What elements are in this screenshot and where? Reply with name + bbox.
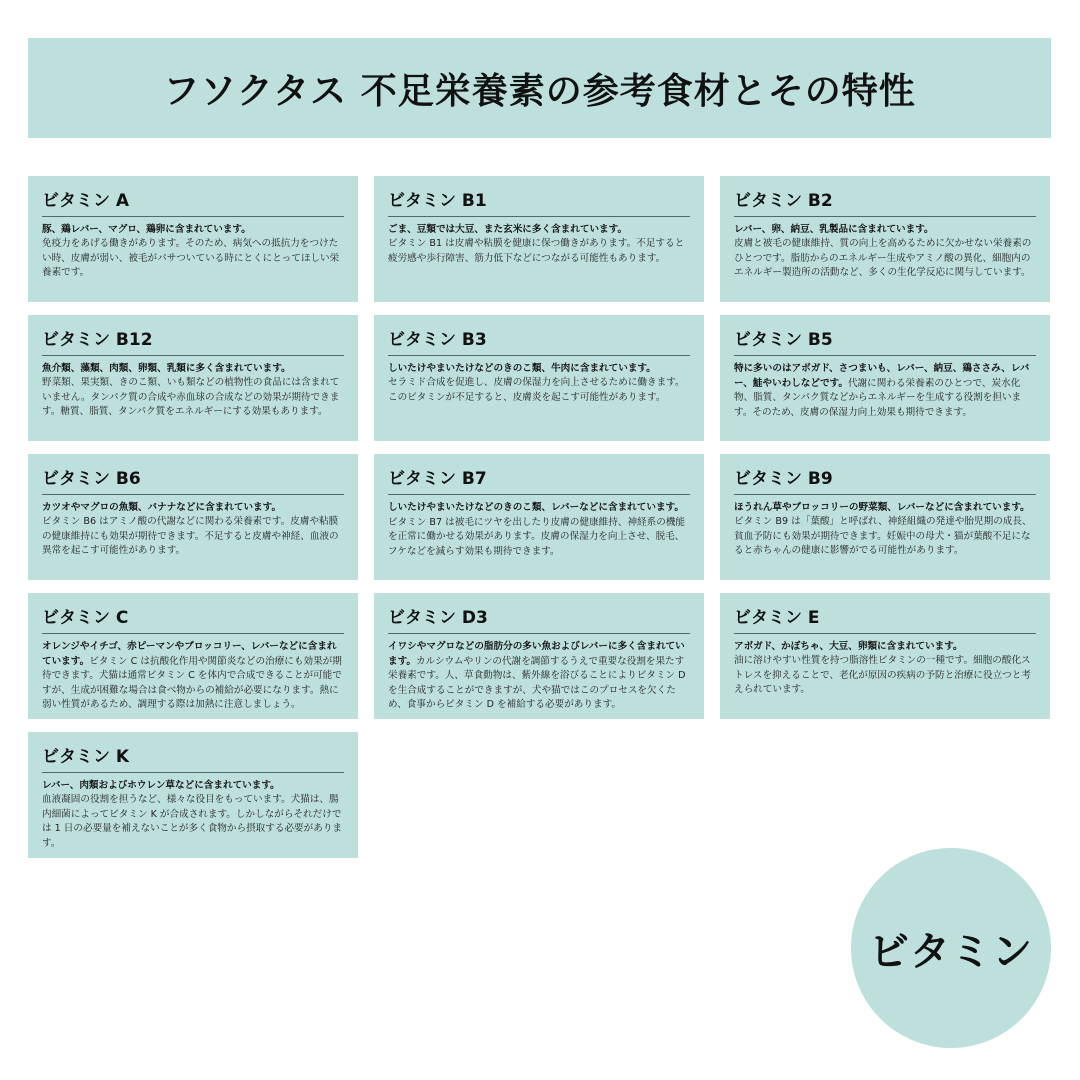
card-title: ビタミン B7: [388, 463, 690, 495]
card-title: ビタミン C: [42, 602, 344, 634]
card-description: ビタミン B9 は「葉酸」と呼ばれ、神経組織の発達や胎児期の成長、貧血予防にも効果が期待できます。妊娠中の母犬・猫が葉酸不足になると赤ちゃんの健康に影響がでる可能性があります。: [734, 516, 1032, 556]
card-sources: 豚、鶏レバー、マグロ、鶏卵に含まれています。: [42, 224, 251, 235]
vitamin-card-d3: [374, 593, 704, 719]
card-title: ビタミン E: [734, 602, 1036, 634]
card-sources: ごま、豆類では大豆、また玄米に多く含まれています。: [388, 224, 628, 235]
page-title: フソクタス 不足栄養素の参考食材とその特性: [163, 70, 916, 112]
card-sources: レバー、肉類およびホウレン草などに含まれています。: [42, 780, 280, 791]
card-description: ビタミン B1 は皮膚や粘膜を健康に保つ働きがあります。不足すると疲労感や歩行障害、筋力低下などにつながる可能性もあります。: [388, 238, 685, 264]
card-sources: しいたけやまいたけなどのきのこ類、レバーなどに含まれています。: [388, 502, 684, 513]
card-description: ビタミン C は抗酸化作用や関節炎などの治療にも効果が期待できます。犬猫は通常ビタミン C を体内で合成できることが可能ですが、生成が困難な場合は食べ物からの補給が必要になります。熱に弱い性質があるため、調理する際は加熱に注意しましょう。: [42, 655, 342, 710]
vitamin-card-e: [720, 593, 1050, 719]
vitamin-card-b1: [374, 176, 704, 302]
card-sources: 魚介類、藻類、肉類、卵類、乳類に多く含まれています。: [42, 363, 291, 374]
card-sources: アボガド、かぼちゃ、大豆、卵類に含まれています。: [734, 641, 963, 652]
card-sources: カツオやマグロの魚類、バナナなどに含まれています。: [42, 502, 282, 513]
vitamin-card-b3: [374, 315, 704, 441]
card-description: ビタミン B6 はアミノ酸の代謝などに関わる栄養素です。皮膚や粘膜の健康維持にも効果が期待できます。不足すると皮膚や神経、血液の異常を起こす可能性があります。: [42, 516, 339, 556]
card-title: ビタミン K: [42, 741, 344, 773]
card-title: ビタミン B6: [42, 463, 344, 495]
vitamin-card-b2: [720, 176, 1050, 302]
card-title: ビタミン B1: [388, 185, 690, 217]
card-sources: オレンジやイチゴ、赤ピーマンやブロッコリー、レバーなどに含まれています。: [42, 641, 337, 667]
card-description: カルシウムやリンの代謝を調節するうえで重要な役割を果たす栄養素です。人、草食動物は、紫外線を浴びることによりビタミン D を生合成することができますが、犬や猫ではこのプロセスを欠くため、食事からビタミン D を補給する必要があります。: [388, 655, 686, 710]
vitamin-card-b9: [720, 454, 1050, 580]
title-banner: [28, 38, 1051, 138]
card-sources: イワシやマグロなどの脂肪分の多い魚およびレバーに多く含まれています。: [388, 641, 685, 667]
vitamin-grid: [28, 176, 1050, 858]
card-description: 血液凝固の役割を担うなど、様々な役目をもっています。犬猫は、腸内細菌によってビタミン K が合成されます。しかしながらそれだけでは 1 日の必要量を補えないことが多く食物から摂取する必要があります。: [42, 794, 343, 849]
badge-label: ビタミン: [869, 928, 1033, 975]
card-description: 免疫力をあげる働きがあります。そのため、病気への抵抗力をつけたい時、皮膚が弱い、被毛がパサついている時にとくにとってほしい栄養素です。: [42, 238, 340, 278]
card-title: ビタミン B12: [42, 324, 344, 356]
card-description: 代謝に関わる栄養素のひとつで、炭水化物、脂質、タンパク質などからエネルギーを生成する役割を担います。そのため、皮膚の保湿力向上効果も期待できます。: [734, 377, 1022, 418]
vitamin-card-c: [28, 593, 358, 719]
card-title: ビタミン A: [42, 185, 344, 217]
card-sources: レバー、卵、納豆、乳製品に含まれています。: [734, 224, 934, 235]
card-sources: ほうれん草やブロッコリーの野菜類、レバーなどに含まれています。: [734, 502, 1030, 513]
card-description: ビタミン B7 は被毛にツヤを出したり皮膚の健康維持、神経系の機能を正常に働かせる効果があります。皮膚の保湿力を向上させ、脱毛、フケなどを減らす効果も期待できます。: [388, 516, 686, 557]
vitamin-card-b6: [28, 454, 358, 580]
vitamin-card-k: [28, 732, 358, 858]
card-description: 野菜類、果実類、きのこ類、いも類などの植物性の食品には含まれていません。タンパク質の合成や赤血球の合成などの効果が期待できます。糖質、脂質、タンパク質をエネルギーにする効果もあります。: [42, 377, 340, 417]
card-body: [42, 640, 344, 713]
card-title: ビタミン B2: [734, 185, 1036, 217]
card-title: ビタミン B9: [734, 463, 1036, 495]
card-sources: 特に多いのはアボガド、さつまいも、レバー、納豆、鶏ささみ、レバー、鮭やいわしなどです。: [734, 363, 1030, 389]
card-sources: しいたけやまいたけなどのきのこ類、牛肉に含まれています。: [388, 363, 656, 374]
card-title: ビタミン B5: [734, 324, 1036, 356]
card-description: 油に溶けやすい性質を持つ脂溶性ビタミンの一種です。細胞の酸化ストレスを抑えることで、老化が原因の疾病の予防と治療に役立つと考えられています。: [734, 655, 1031, 695]
vitamin-card-b7: [374, 454, 704, 580]
vitamin-badge: [851, 848, 1051, 1048]
vitamin-card-b12: [28, 315, 358, 441]
card-description: セラミド合成を促進し、皮膚の保湿力を向上させるために働きます。このビタミンが不足すると、皮膚炎を起こす可能性があります。: [388, 377, 685, 403]
vitamin-card-a: [28, 176, 358, 302]
card-body: [388, 640, 690, 713]
card-description: 皮膚と被毛の健康維持、質の向上を高めるために欠かせない栄養素のひとつです。脂肪からのエネルギー生成やアミノ酸の異化、細胞内のエネルギー製造所の活動など、多くの生化学反応に関与しています。: [734, 238, 1032, 278]
card-title: ビタミン B3: [388, 324, 690, 356]
card-body: [734, 362, 1036, 420]
vitamin-card-b5: [720, 315, 1050, 441]
card-body: [388, 501, 690, 559]
card-title: ビタミン D3: [388, 602, 690, 634]
